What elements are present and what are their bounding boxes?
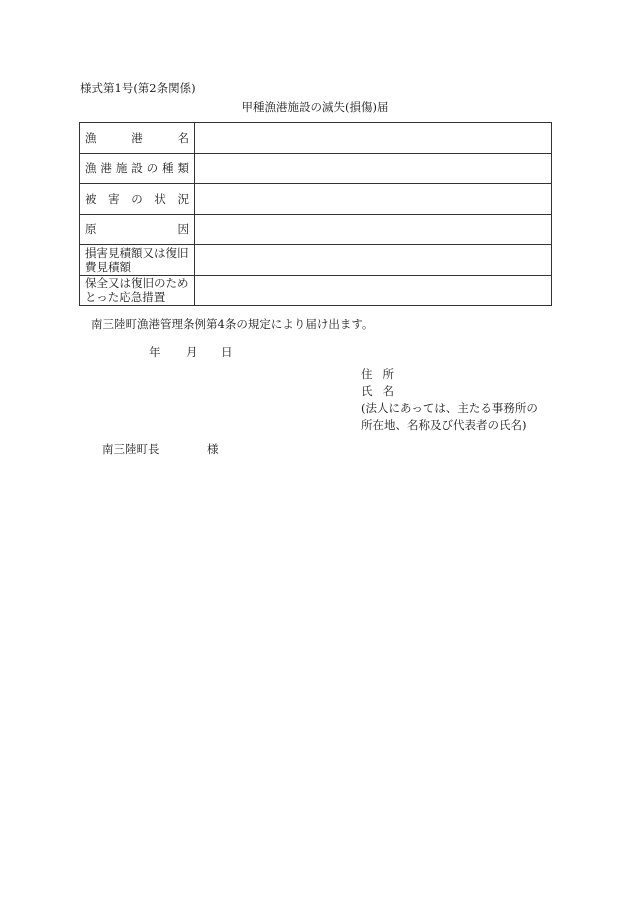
row-label-damage-status — [80, 184, 195, 215]
label-char: 害 — [108, 191, 120, 206]
label-char: 漁 — [85, 130, 97, 145]
date-month-label: 月 — [186, 345, 198, 359]
addressee-honorific: 様 — [207, 442, 219, 456]
addressee-name: 南三陸町長 — [102, 442, 160, 456]
label-line: とった応急措置 — [85, 290, 166, 305]
label-char: 被 — [85, 191, 97, 206]
label-char: 施 — [115, 161, 128, 176]
label-char: 名 — [177, 130, 189, 145]
label-char: 類 — [177, 161, 189, 176]
name-label: 氏名 — [361, 384, 404, 398]
table-row — [80, 245, 552, 276]
addressee — [102, 441, 219, 457]
applicant-block — [361, 366, 538, 434]
form-id: 様式第1号(第2条関係) — [80, 81, 196, 95]
date-day-label: 日 — [221, 345, 233, 359]
address-label: 住所 — [361, 367, 404, 381]
field-estimated-cost[interactable] — [195, 245, 552, 276]
label-char: 港 — [100, 161, 112, 176]
row-label-cause — [80, 214, 195, 245]
label-char: 漁 — [85, 161, 97, 176]
field-cause[interactable] — [195, 214, 552, 245]
row-label-facility-type — [80, 153, 195, 184]
label-line: 費見積額 — [85, 259, 131, 274]
table-row — [80, 184, 552, 215]
applicant-note-line: (法人にあっては、主たる事務所の — [361, 401, 538, 415]
field-damage-status[interactable] — [195, 184, 552, 215]
field-emergency-measures[interactable] — [195, 275, 552, 306]
table-row — [80, 214, 552, 245]
table-row — [80, 123, 552, 154]
label-char: 港 — [131, 130, 143, 145]
label-char: 況 — [177, 191, 189, 206]
label-line: 損害見積額又は復旧 — [85, 245, 189, 260]
label-char: 設 — [131, 161, 143, 176]
field-facility-type[interactable] — [195, 153, 552, 184]
table-row — [80, 275, 552, 306]
label-char: の — [131, 191, 143, 206]
row-label-fishing-port-name — [80, 123, 195, 154]
label-char: の — [146, 161, 159, 176]
declaration-text: 南三陸町漁港管理条例第4条の規定により届け出ます。 — [91, 317, 374, 331]
field-fishing-port-name[interactable] — [195, 123, 552, 154]
row-label-emergency-measures — [80, 275, 195, 306]
label-char: 状 — [154, 191, 166, 206]
label-line: 保全又は復旧のため — [85, 276, 189, 291]
form-table — [79, 122, 552, 306]
form-title: 甲種漁港施設の滅失(損傷)届 — [241, 100, 389, 114]
label-char: 種 — [162, 161, 174, 176]
label-char: 原 — [85, 222, 97, 237]
row-label-estimated-cost — [80, 245, 195, 276]
table-row — [80, 153, 552, 184]
label-char: 因 — [177, 222, 189, 237]
applicant-note-line: 所在地、名称及び代表者の氏名) — [361, 418, 527, 432]
date-year-label: 年 — [149, 345, 161, 359]
